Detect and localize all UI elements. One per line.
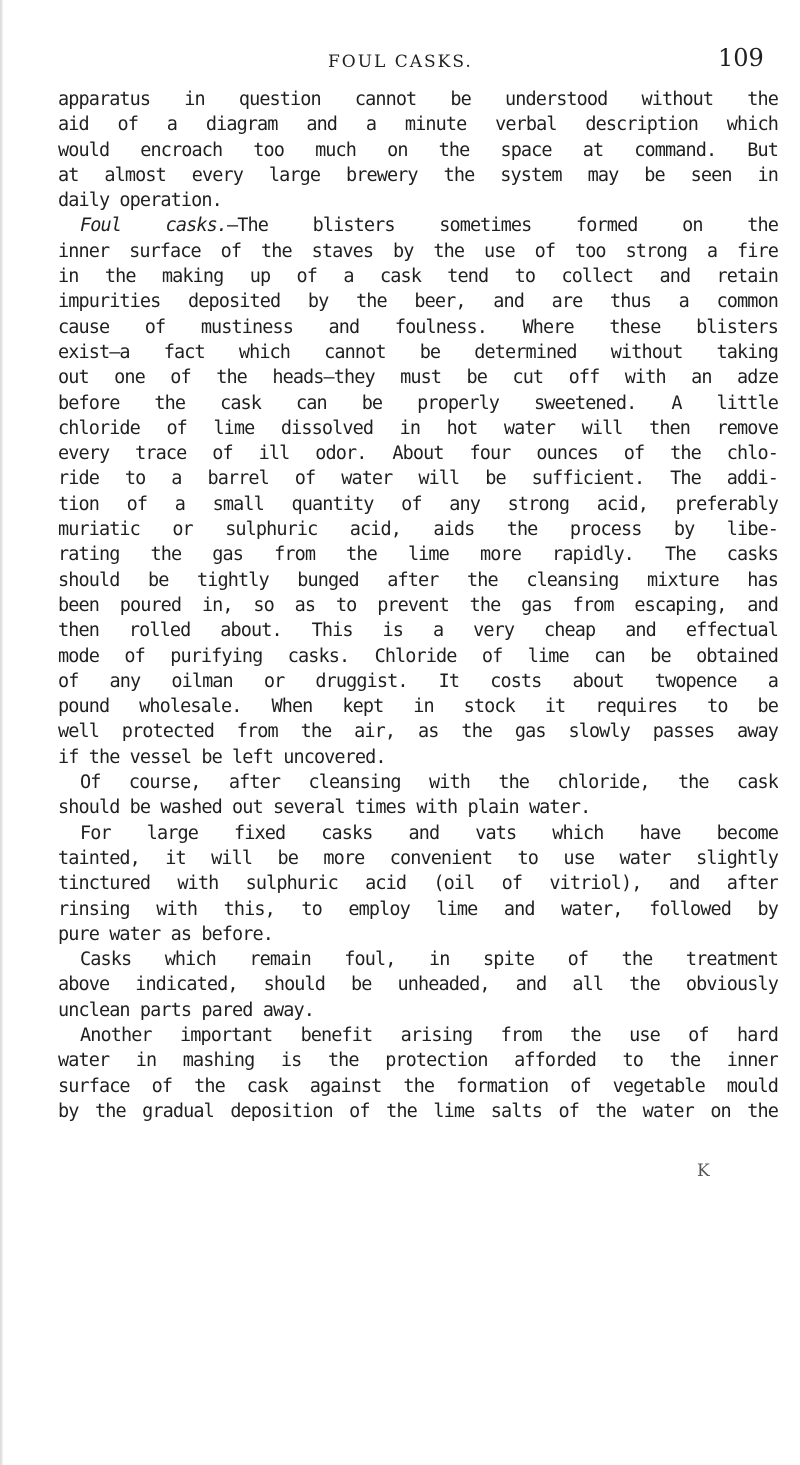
text-line: exist—a fact which cannot be determined without taking xyxy=(58,341,778,363)
text-line-rest: —The blisters sometimes formed on the xyxy=(227,215,778,237)
text-line: aid of a diagram and a minute verbal description which xyxy=(58,114,778,136)
text-line: daily operation. xyxy=(58,190,222,212)
text-line: well protected from the air, as the gas slowly passes away xyxy=(58,721,778,743)
text-line: then rolled about. This is a very cheap and effectual xyxy=(58,620,778,642)
page-number: 109 xyxy=(718,44,764,72)
text-line: before the cask can be properly sweetened. A little xyxy=(58,392,778,414)
body-text xyxy=(58,87,778,1124)
running-head: FOUL CASKS. xyxy=(328,52,473,72)
text-line: every trace of ill odor. About four ounces of the chlo- xyxy=(58,443,778,465)
text-line: of any oilman or druggist. It costs about twopence a xyxy=(58,670,778,692)
text-line: by the gradual deposition of the lime salts of the water on the xyxy=(58,1100,778,1122)
page-edge xyxy=(0,0,3,1465)
text-line: muriatic or sulphuric acid, aids the process by libe- xyxy=(58,519,778,541)
text-line: if the vessel be left uncovered. xyxy=(58,746,386,768)
text-line: pound wholesale. When kept in stock it requires to be xyxy=(58,696,778,718)
text-line-subheading xyxy=(58,213,778,238)
text-line: in the making up of a cask tend to collect and retain xyxy=(58,266,778,288)
text-line: Of course, after cleansing with the chloride, the cask xyxy=(80,772,778,794)
signature-mark: K xyxy=(697,1161,710,1181)
text-line: Another important benefit arising from the use of hard xyxy=(80,1024,778,1046)
text-line: would encroach too much on the space at command. But xyxy=(58,139,778,161)
text-line: rinsing with this, to employ lime and water, followed by xyxy=(58,898,778,920)
text-line: tinctured with sulphuric acid (oil of vitriol), and after xyxy=(58,873,778,895)
text-line: above indicated, should be unheaded, and all the obviously xyxy=(58,974,778,996)
text-line: surface of the cask against the formation of vegetable mould xyxy=(58,1075,778,1097)
text-line: tion of a small quantity of any strong acid, preferably xyxy=(58,493,778,515)
page-header xyxy=(0,44,800,82)
text-line: rating the gas from the lime more rapidly. The casks xyxy=(58,544,778,566)
text-line: tainted, it will be more convenient to use water slightly xyxy=(58,847,778,869)
text-line: ride to a barrel of water will be sufficient. The addi- xyxy=(58,468,778,490)
text-line: chloride of lime dissolved in hot water will then remove xyxy=(58,417,778,439)
text-line: out one of the heads—they must be cut off with an adze xyxy=(58,367,778,389)
text-line: been poured in, so as to prevent the gas from escaping, and xyxy=(58,594,778,616)
text-line: cause of mustiness and foulness. Where these blisters xyxy=(58,316,778,338)
subheading: Foul casks. xyxy=(80,215,228,237)
text-line: impurities deposited by the beer, and are thus a common xyxy=(58,291,778,313)
text-line: water in mashing is the protection afforded to the inner xyxy=(58,1050,778,1072)
text-line: unclean parts pared away. xyxy=(58,999,314,1021)
text-line: apparatus in question cannot be understood without the xyxy=(58,89,778,110)
text-line: inner surface of the staves by the use of too strong a fire xyxy=(58,240,778,262)
text-line: For large fixed casks and vats which have become xyxy=(80,822,778,844)
text-line: mode of purifying casks. Chloride of lime can be obtained xyxy=(58,645,778,667)
text-line: pure water as before. xyxy=(58,923,273,945)
text-line: should be tightly bunged after the cleansing mixture has xyxy=(58,569,778,591)
text-line: should be washed out several times with plain water. xyxy=(58,797,591,819)
text-line: at almost every large brewery the system may be seen in xyxy=(58,164,778,186)
text-line: Casks which remain foul, in spite of the treatment xyxy=(80,949,778,971)
